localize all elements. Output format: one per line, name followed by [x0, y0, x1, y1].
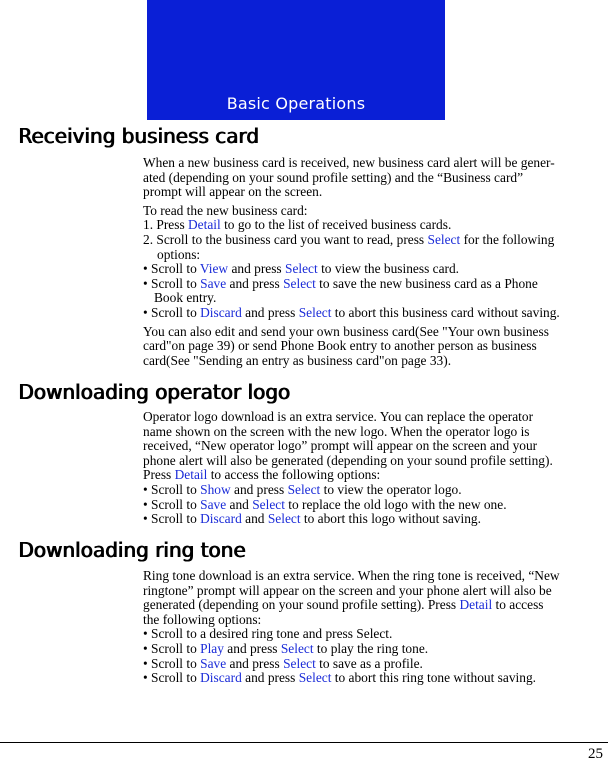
- paragraph-operator-logo: Operator logo download is an extra service. You can replace the operator name shown on the screen with the new logo. When the operator logo is received, “New operator logo” prompt will appear on the screen and your phone alert will also be generated (depending on your sound profile setting). Press Detail to access the following options: • Scroll to Show and press Select to view the operator logo. • Scroll to Save and Select to replace the old logo with the new one. • Scroll to Discard and Select to abort this logo without saving.: [143, 409, 553, 527]
- keyword-select: Select: [427, 231, 461, 247]
- keyword-select: Select: [298, 670, 332, 686]
- keyword-detail: Detail: [188, 217, 221, 233]
- keyword-save: Save: [200, 655, 227, 671]
- keyword-select: Select: [283, 655, 316, 671]
- heading-downloading-operator-logo: Downloading operator logo: [18, 380, 290, 404]
- keyword-save: Save: [200, 275, 227, 291]
- keyword-select: Select: [280, 640, 314, 656]
- paragraph-own-card: You can also edit and send your own business card(See "Your own business card"on page 39) or send Phone Book entry to another person as business card(See "Sending an entry as business card"on page 33).: [143, 323, 549, 368]
- section-operator-logo-body: [143, 410, 605, 527]
- keyword-select: Select: [287, 481, 321, 497]
- heading-receiving-business-card: Receiving business card: [18, 124, 259, 148]
- chapter-title: Basic Operations: [226, 94, 366, 113]
- keyword-select: Select: [252, 496, 285, 512]
- keyword-select: Select: [267, 511, 301, 527]
- keyword-save: Save: [200, 496, 227, 512]
- chapter-banner: [147, 0, 445, 120]
- keyword-show: Show: [200, 481, 231, 497]
- keyword-detail: Detail: [174, 467, 208, 483]
- keyword-discard: Discard: [200, 304, 242, 320]
- keyword-select: Select: [285, 261, 318, 277]
- section-ring-tone-body: [143, 569, 605, 686]
- keyword-select: Select: [298, 304, 332, 320]
- heading-downloading-ring-tone: Downloading ring tone: [18, 538, 246, 562]
- paragraph-intro: When a new business card is received, new business card alert will be gener- ated (depending on your sound profile setting) and the “Business card” prompt will appear on the screen.: [143, 155, 555, 200]
- keyword-discard: Discard: [200, 670, 242, 686]
- keyword-select: Select: [283, 275, 316, 291]
- keyword-detail: Detail: [459, 597, 493, 613]
- section-receiving-body: [143, 156, 605, 368]
- keyword-view: View: [199, 261, 229, 277]
- paragraph-ring-tone: Ring tone download is an extra service. When the ring tone is received, “New ringtone” prompt will appear on the screen and your phone alert will also be generated (depending on your sound profile setting). Press Detail to access the following options: • Scroll to a desired ring tone and press Select. • Scroll to Play and press Select to play the ring tone. • Scroll to Save and press Select to save as a profile. • Scroll to Discard and press Select to abort this ring tone without saving.: [143, 568, 560, 686]
- keyword-play: Play: [200, 640, 224, 656]
- page-number: 25: [588, 746, 603, 762]
- paragraph-steps: To read the new business card: 1. Press Detail to go to the list of received business cards. 2. Scroll to the business card you want to read, press Select for the following options: • Scroll to View and press Select to view the business card. • Scroll to Save and press Select to save the new business card as a Phone Book entry. • Scroll to Discard and press Select to abort this business card without saving.: [143, 202, 560, 320]
- keyword-discard: Discard: [200, 511, 242, 527]
- footer-divider: [0, 742, 608, 743]
